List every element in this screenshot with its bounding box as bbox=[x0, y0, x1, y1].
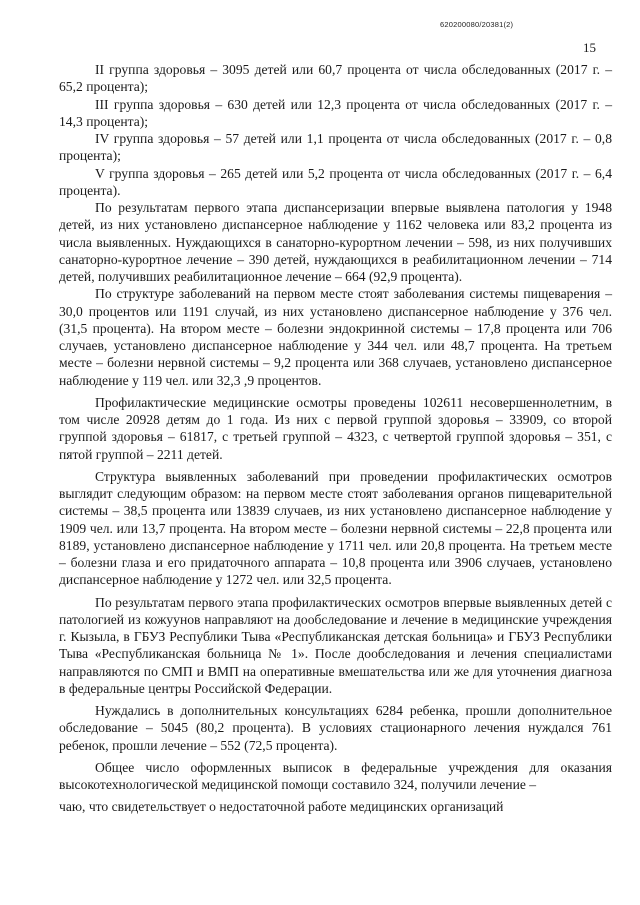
paragraph: По результатам первого этапа профилактических осмотров впервые выявленных детей с патологией из кожуунов направляют на дообследование и лечение в медицинские учреждения г. Кызыла, в ГБУЗ Республики Тыва «Республиканская детская больница» и ГБУЗ Республики Тыва «Республиканская больница № 1». После дообследования и лечения специалистами направляются по СМП и ВМП на оперативные вмешательства или же для уточнения диагноза в федеральные центры Российской Федерации. bbox=[59, 594, 612, 696]
document-code: 620200080/20381(2) bbox=[440, 20, 514, 29]
paragraph: III группа здоровья – 630 детей или 12,3 процента от числа обследованных (2017 г. – 14,3 процента); bbox=[59, 96, 612, 129]
paragraph: IV группа здоровья – 57 детей или 1,1 процента от числа обследованных (2017 г. – 0,8 процента); bbox=[59, 131, 612, 164]
paragraph: По структуре заболеваний на первом месте стоят заболевания системы пищеварения – 30,0 процентов или 1191 случай, из них установлено диспансерное наблюдение у 376 чел. (31,5 процента). На втором месте – болезни эндокринной системы – 17,8 процента или 706 случаев, установлено диспансерное наблюдение у 344 чел. или 48,7 процента. На третьем месте – болезни нервной системы – 9,2 процента или 368 случаев, установлено диспансерное наблюдение у 119 чел. или 32,3 ,9 процентов. bbox=[59, 286, 612, 388]
paragraph: V группа здоровья – 265 детей или 5,2 процента от числа обследованных (2017 г. – 6,4 процента). bbox=[59, 165, 612, 198]
paragraph: Структура выявленных заболеваний при проведении профилактических осмотров выглядит следующим образом: на первом месте стоят заболевания органов пищеварительной системы – 38,5 процента или 13839 случаев, из них установлено диспансерное наблюдение у 1909 чел. или 13,7 процента. На втором месте – болезни нервной системы – 22,8 процента или 8189, установлено диспансерное наблюдение у 1711 чел. или 20,8 процента. На третьем месте – болезни глаза и его придаточного аппарата – 10,8 процента или 3906 случаев, установлено диспансерное наблюдение у 1272 чел. или 32,5 процента. bbox=[59, 468, 612, 588]
document-body bbox=[59, 61, 612, 816]
paragraph: Профилактические медицинские осмотры проведены 102611 несовершеннолетним, в том числе 20928 детям до 1 года. Из них с первой группой здоровья – 33909, со второй группой здоровья – 61817, с третьей группой – 4323, с четвертой группой здоровья – 351, с пятой группой – 2211 детей. bbox=[59, 394, 612, 462]
paragraph: II группа здоровья – 3095 детей или 60,7 процента от числа обследованных (2017 г. – 65,2 процента); bbox=[59, 62, 612, 95]
paragraph: Нуждались в дополнительных консультациях 6284 ребенка, прошли дополнительное обследование – 5045 (80,2 процента). В условиях стационарного лечения нуждался 761 ребенок, прошли лечение – 552 (72,5 процента). bbox=[59, 703, 612, 753]
paragraph: Общее число оформленных выписок в федеральные учреждения для оказания высокотехнологической медицинской помощи составило 324, получили лечение – bbox=[59, 759, 612, 792]
trailing-fragment: чаю, что свидетельствует о недостаточной работе медицинских организаций bbox=[59, 799, 504, 815]
page-number: 15 bbox=[583, 40, 596, 55]
paragraph: По результатам первого этапа диспансеризации впервые выявлена патология у 1948 детей, из них установлено диспансерное наблюдение у 1162 человека или 83,2 процента из числа выявленных. Нуждающихся в санаторно-курортном лечении – 598, из них получивших санаторно-курортное лечение – 390 детей, нуждающихся в реабилитационном лечении – 714 детей, получивших реабилитационное лечение – 664 (92,9 процента). bbox=[59, 200, 612, 284]
